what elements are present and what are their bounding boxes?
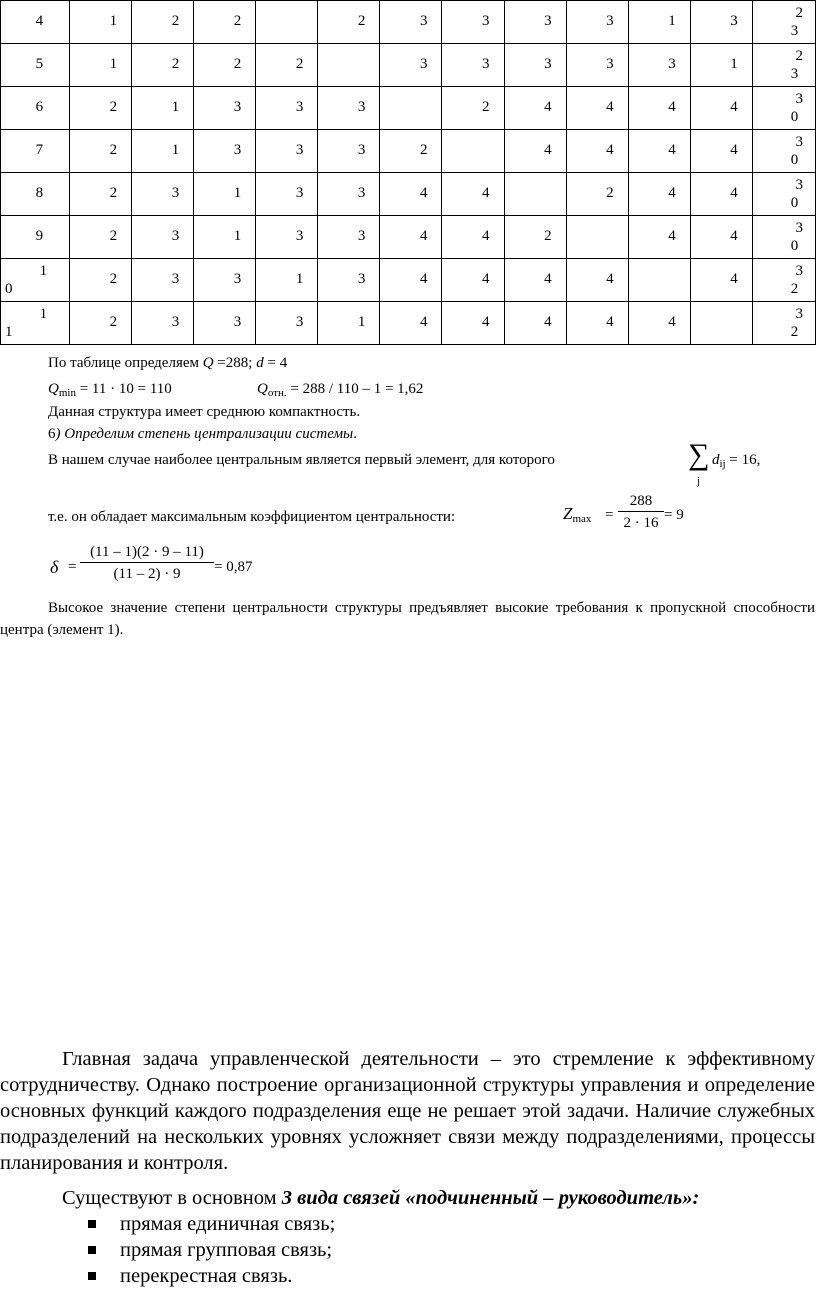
table-cell: [628, 1, 690, 44]
cell-value: 2: [109, 142, 118, 158]
table-cell: [194, 130, 256, 173]
delta-result: = 0,87: [214, 559, 253, 575]
table-cell: [690, 87, 752, 130]
table-cell: [318, 302, 380, 345]
cell-value-top: 1: [39, 306, 48, 322]
bullet-icon: [88, 1246, 96, 1254]
table-cell: [132, 216, 194, 259]
cell-value-bottom: 2: [790, 324, 799, 340]
table-row: [1, 87, 816, 130]
cell-value: 2: [109, 314, 118, 330]
cell-value: 4: [482, 185, 490, 201]
table-cell: [442, 173, 504, 216]
row-label-cell: [1, 87, 70, 130]
cell-value: 4: [419, 271, 428, 287]
cell-value: 4: [482, 271, 490, 287]
table-cell: [70, 216, 132, 259]
table-cell: [132, 87, 194, 130]
cell-value: 2: [419, 142, 428, 158]
table-cell: [690, 130, 752, 173]
line-compactness: Данная структура имеет среднюю компактность.: [48, 404, 361, 420]
table-cell: [318, 259, 380, 302]
cell-value: 4: [419, 314, 428, 330]
table-cell: [628, 216, 690, 259]
table-cell: [628, 173, 690, 216]
cell-value: 1: [295, 271, 304, 287]
cell-value: 3: [295, 228, 304, 244]
cell-value: 4: [668, 228, 676, 244]
cell-value-top: 1: [39, 263, 48, 279]
cell-value: 1: [233, 228, 242, 244]
distance-table: [0, 0, 816, 345]
list-item: прямая групповая связь;: [88, 1237, 335, 1263]
table-cell: [318, 44, 380, 87]
row-sum-cell: [752, 302, 815, 345]
cell-value: 3: [544, 56, 552, 72]
table-cell: [690, 259, 752, 302]
table-cell: [628, 44, 690, 87]
table-cell: [256, 302, 318, 345]
delta-fraction: $\frac{(11 - 1)(2 \cdot 9 - 11)}{(11 - 2) \cdot 9}$: [80, 543, 214, 583]
cell-value: 3: [295, 142, 304, 158]
cell-value: 3: [357, 228, 366, 244]
table-cell: [380, 130, 442, 173]
table-row: [1, 259, 816, 302]
table-cell: [70, 44, 132, 87]
cell-value-top: 2: [795, 48, 803, 64]
cell-value: 4: [544, 142, 552, 158]
table-row: [1, 216, 816, 259]
zmax-eq: =: [605, 507, 614, 523]
cell-value: 4: [419, 228, 428, 244]
table-cell: [504, 302, 566, 345]
cell-value: 3: [233, 99, 242, 115]
section-heading-centralization: 6) Определим степень централизации системы.: [48, 426, 357, 442]
table-cell: [504, 87, 566, 130]
cell-value: 8: [35, 185, 44, 201]
table-cell: [566, 130, 628, 173]
table-cell: [256, 87, 318, 130]
table-row: [1, 44, 816, 87]
cell-value: 3: [295, 185, 304, 201]
table-cell: [132, 259, 194, 302]
table-row: [1, 173, 816, 216]
paragraph-management: Главная задача управленческой деятельности – это стремление к эффективному сотрудничеству. Однако построение организационной структуры управления и определение основных функций каждого подразделения еще не решает этой задачи. Наличие служебных подразделений на нескольких уровнях усложняет связи между подразделениями, процессы планирования и контроля.: [0, 1048, 815, 1174]
cell-value: 4: [606, 271, 614, 287]
cell-value: 4: [482, 314, 490, 330]
table-cell: [132, 1, 194, 44]
sum-term: $d_{ij} = 16$,: [712, 452, 761, 470]
line-qotn: $Q_{отн.} = 288 / 110 - 1 = 1,62$: [257, 381, 424, 399]
cell-value: 4: [35, 13, 44, 29]
line-max-coef: т.е. он обладает максимальным коэффициентом центральности:: [48, 509, 456, 525]
table-cell: [628, 130, 690, 173]
cell-value-top: 3: [795, 134, 803, 150]
table-cell: [690, 173, 752, 216]
cell-value-top: 2: [795, 5, 803, 21]
row-label-cell: [1, 130, 70, 173]
cell-value: 3: [233, 142, 242, 158]
row-label-cell: [1, 44, 70, 87]
table-cell: [566, 216, 628, 259]
cell-value-top: 3: [795, 91, 803, 107]
cell-value: 4: [668, 99, 676, 115]
cell-value: 2: [544, 228, 552, 244]
cell-value: 4: [668, 314, 676, 330]
table-cell: [70, 259, 132, 302]
cell-value: 3: [233, 271, 242, 287]
line-q-d: По таблице определяем Q =288; d = 4: [48, 355, 288, 371]
cell-value: 2: [109, 185, 118, 201]
cell-value-top: 3: [795, 177, 803, 193]
cell-value: 4: [668, 142, 676, 158]
table-cell: [380, 44, 442, 87]
table-cell: [318, 87, 380, 130]
cell-value: 4: [606, 99, 614, 115]
table-cell: [566, 44, 628, 87]
table-cell: [690, 44, 752, 87]
table-cell: [690, 216, 752, 259]
table-row: [1, 302, 816, 345]
table-cell: [70, 87, 132, 130]
cell-value: 3: [233, 314, 242, 330]
cell-value: 4: [730, 271, 738, 287]
cell-value: 3: [606, 13, 614, 29]
line-central-element: В нашем случае наиболее центральным является первый элемент, для которого: [48, 452, 555, 468]
table-cell: [318, 173, 380, 216]
zmax-label: $Z_{max}$: [563, 504, 592, 525]
table-cell: [132, 173, 194, 216]
table-cell: [442, 302, 504, 345]
table-cell: [132, 130, 194, 173]
table-cell: [194, 44, 256, 87]
cell-value: 4: [606, 142, 614, 158]
cell-value: 3: [419, 56, 428, 72]
table-cell: [442, 130, 504, 173]
zmax-result: = 9: [664, 507, 684, 523]
cell-value-bottom: 3: [790, 66, 799, 82]
cell-value: 3: [730, 13, 738, 29]
table-cell: [194, 216, 256, 259]
paragraph-centralization: Высокое значение степени центральности структуры предъявляет высокие требования к пропускной способности центра (элемент 1).: [0, 600, 815, 638]
row-sum-cell: [752, 1, 815, 44]
cell-value-bottom: 0: [790, 152, 799, 168]
table-cell: [566, 87, 628, 130]
cell-value: 3: [544, 13, 552, 29]
table-cell: [442, 1, 504, 44]
row-sum-cell: [752, 173, 815, 216]
cell-value: 2: [357, 13, 366, 29]
table-cell: [380, 216, 442, 259]
table-cell: [70, 1, 132, 44]
cell-value: 4: [419, 185, 428, 201]
cell-value: 2: [109, 99, 118, 115]
cell-value: 3: [171, 271, 180, 287]
table-cell: [194, 87, 256, 130]
sum-index: j: [697, 475, 701, 487]
table-cell: [566, 302, 628, 345]
cell-value: 1: [730, 56, 738, 72]
table-cell: [504, 130, 566, 173]
table-cell: [628, 87, 690, 130]
cell-value: 2: [233, 56, 242, 72]
cell-value: 3: [482, 56, 490, 72]
table-cell: [442, 87, 504, 130]
row-sum-cell: [752, 216, 815, 259]
cell-value: 4: [482, 228, 490, 244]
cell-value-bottom: 3: [790, 23, 799, 39]
list-item: прямая единичная связь;: [88, 1211, 335, 1237]
line-link-types: Существуют в основном 3 вида связей «подчиненный – руководитель»:: [62, 1187, 700, 1209]
table-cell: [380, 259, 442, 302]
table-cell: [256, 216, 318, 259]
cell-value: 2: [171, 56, 180, 72]
table-cell: [194, 173, 256, 216]
bullet-icon: [88, 1220, 96, 1228]
table-cell: [194, 259, 256, 302]
cell-value: 1: [171, 142, 180, 158]
cell-value: 3: [357, 271, 366, 287]
table-cell: [442, 259, 504, 302]
table-cell: [70, 173, 132, 216]
table-body: [1, 1, 816, 345]
cell-value: 4: [544, 314, 552, 330]
table-cell: [256, 1, 318, 44]
cell-value: 3: [668, 56, 676, 72]
table-cell: [504, 173, 566, 216]
cell-value: 1: [171, 99, 180, 115]
cell-value: 3: [357, 185, 366, 201]
cell-value: 3: [419, 13, 428, 29]
table-cell: [318, 216, 380, 259]
cell-value: 6: [35, 99, 44, 115]
row-label-cell: [1, 173, 70, 216]
cell-value: 7: [35, 142, 44, 158]
cell-value: 3: [357, 142, 366, 158]
cell-value-top: 3: [795, 220, 803, 236]
cell-value-bottom: 2: [790, 281, 799, 297]
table-cell: [566, 173, 628, 216]
cell-value: 1: [109, 13, 118, 29]
table-cell: [318, 130, 380, 173]
cell-value: 1: [233, 185, 242, 201]
table-cell: [70, 130, 132, 173]
cell-value: 2: [233, 13, 242, 29]
table-cell: [442, 44, 504, 87]
table-cell: [380, 1, 442, 44]
cell-value: 4: [668, 185, 676, 201]
row-label-cell: [1, 302, 70, 345]
cell-value: 2: [482, 99, 490, 115]
table-cell: [194, 1, 256, 44]
cell-value: 3: [171, 314, 180, 330]
table-cell: [132, 44, 194, 87]
cell-value: 4: [730, 142, 738, 158]
table-cell: [380, 173, 442, 216]
cell-value: 2: [171, 13, 180, 29]
row-sum-cell: [752, 44, 815, 87]
delta-symbol: δ: [50, 557, 59, 577]
cell-value: 1: [668, 13, 676, 29]
table-cell: [256, 259, 318, 302]
row-sum-cell: [752, 130, 815, 173]
table-cell: [504, 216, 566, 259]
table-cell: [256, 173, 318, 216]
table-cell: [690, 1, 752, 44]
table-cell: [194, 302, 256, 345]
sum-symbol: ∑: [688, 438, 710, 471]
list-item: перекрестная связь.: [88, 1263, 335, 1289]
cell-value: 2: [109, 271, 118, 287]
cell-value: 3: [606, 56, 614, 72]
row-label-cell: [1, 1, 70, 44]
link-types-list: [88, 1211, 335, 1289]
bullet-icon: [88, 1272, 96, 1280]
cell-value: 9: [35, 228, 44, 244]
cell-value: 3: [482, 13, 490, 29]
cell-value: 1: [109, 56, 118, 72]
cell-value: 4: [730, 99, 738, 115]
table-cell: [318, 1, 380, 44]
table-cell: [380, 87, 442, 130]
cell-value-top: 3: [795, 263, 803, 279]
cell-value: 3: [295, 99, 304, 115]
cell-value: 3: [357, 99, 366, 115]
row-sum-cell: [752, 87, 815, 130]
table-cell: [504, 44, 566, 87]
cell-value: 3: [295, 314, 304, 330]
table-cell: [504, 1, 566, 44]
table-cell: [566, 259, 628, 302]
cell-value: 2: [109, 228, 118, 244]
cell-value: 3: [171, 185, 180, 201]
table-cell: [566, 1, 628, 44]
cell-value-bottom: 1: [5, 324, 13, 340]
row-label-cell: [1, 216, 70, 259]
zmax-fraction: $\frac{288}{2 \cdot 16}$: [618, 492, 664, 532]
table-cell: [256, 130, 318, 173]
table-row: [1, 130, 816, 173]
cell-value-bottom: 0: [5, 281, 13, 297]
cell-value: 4: [606, 314, 614, 330]
row-label-cell: [1, 259, 70, 302]
cell-value: 4: [730, 228, 738, 244]
table-cell: [504, 259, 566, 302]
cell-value: 2: [295, 56, 304, 72]
cell-value: 2: [606, 185, 614, 201]
table-cell: [442, 216, 504, 259]
cell-value: 5: [35, 56, 44, 72]
cell-value-top: 3: [795, 306, 803, 322]
cell-value: 4: [544, 99, 552, 115]
cell-value: 3: [171, 228, 180, 244]
table-cell: [628, 302, 690, 345]
cell-value-bottom: 0: [790, 238, 799, 254]
cell-value-bottom: 0: [790, 195, 799, 211]
cell-value: 4: [544, 271, 552, 287]
cell-value: 4: [730, 185, 738, 201]
row-sum-cell: [752, 259, 815, 302]
delta-eq: =: [68, 559, 77, 575]
table-cell: [690, 302, 752, 345]
table-cell: [70, 302, 132, 345]
table-cell: [628, 259, 690, 302]
cell-value: 1: [357, 314, 366, 330]
table-cell: [256, 44, 318, 87]
line-qmin: $Q_{min} = 11 \cdot 10 = 110$: [48, 381, 172, 399]
cell-value-bottom: 0: [790, 109, 799, 125]
table-cell: [380, 302, 442, 345]
table-cell: [132, 302, 194, 345]
table-row: [1, 1, 816, 44]
